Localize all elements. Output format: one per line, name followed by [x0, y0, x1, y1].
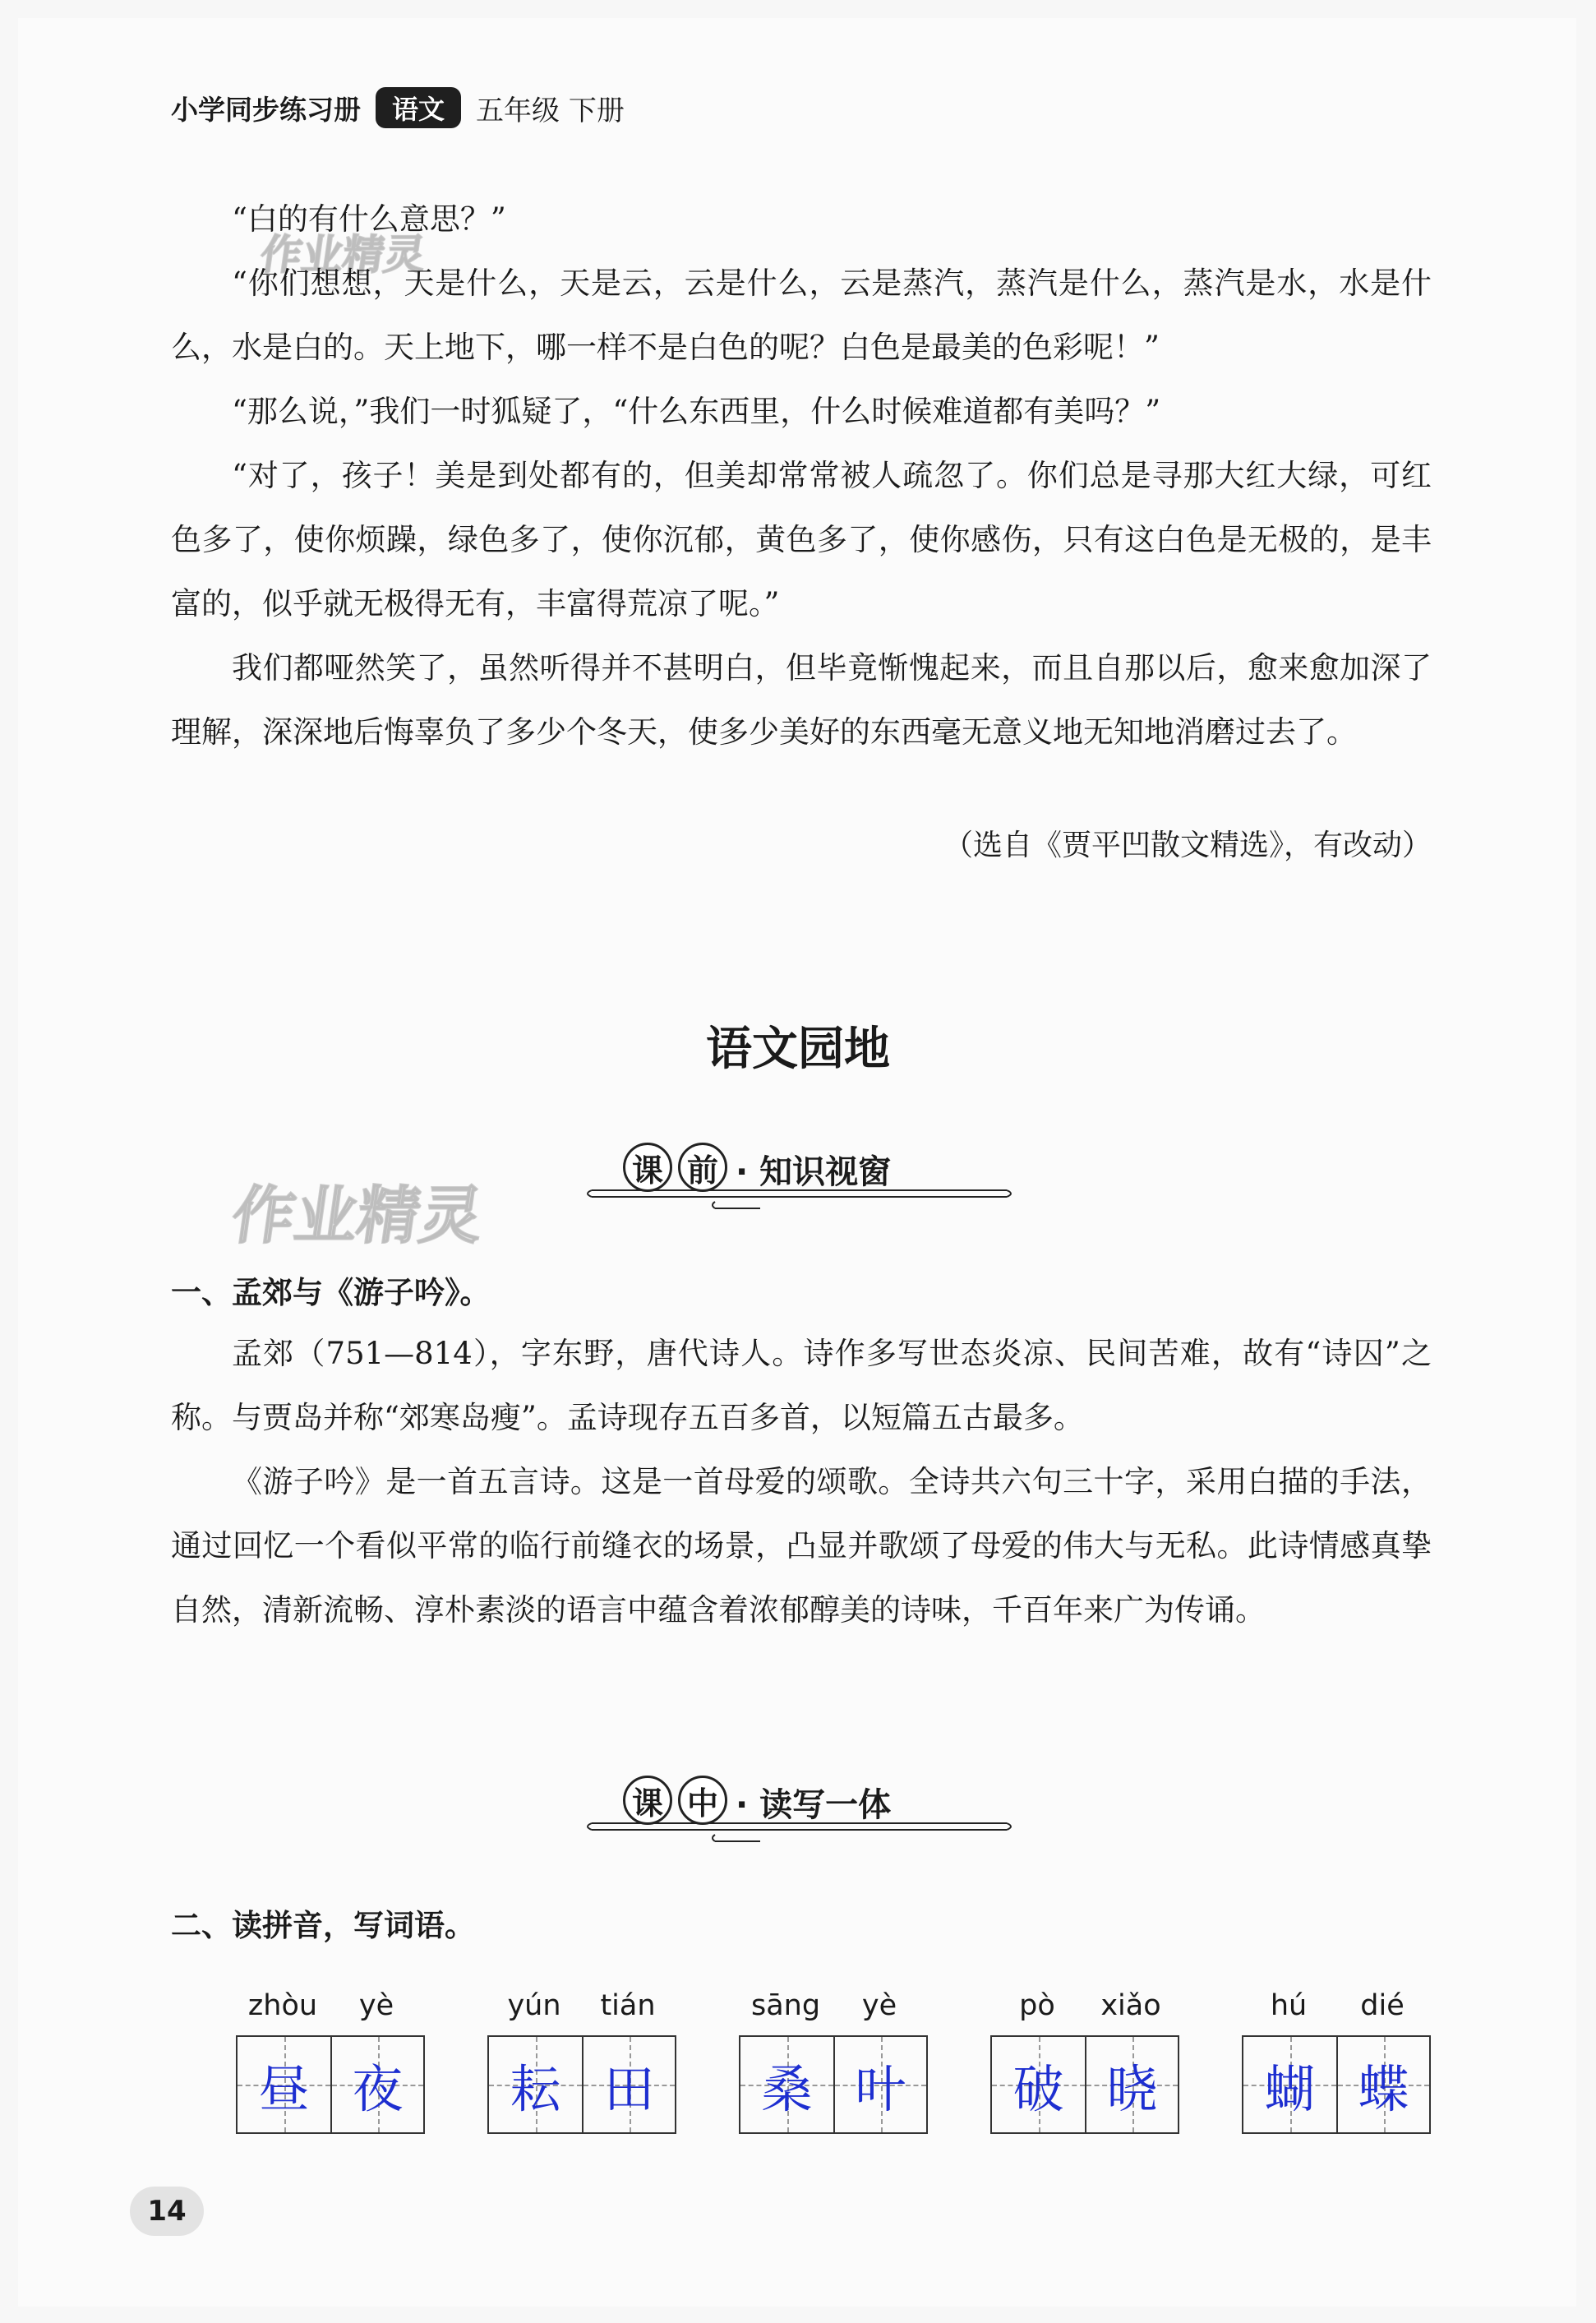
banner-circle-1: 课 [623, 1776, 672, 1825]
subject-badge: 语文 [376, 87, 461, 128]
series-title: 小学同步练习册 [171, 93, 361, 126]
answer-char: 昼 [258, 2058, 310, 2119]
pinyin-label: yún [507, 1989, 561, 2022]
grade-label: 五年级 下册 [476, 94, 625, 127]
answer-char: 蝴 [1264, 2058, 1316, 2119]
answer-char: 田 [603, 2058, 655, 2119]
passage [171, 187, 1432, 764]
banner-label: · 读写一体 [736, 1786, 892, 1824]
pinyin-label: xiǎo [1100, 1989, 1161, 2022]
tianzige-box [739, 2035, 928, 2134]
part2-heading: 二、读拼音，写词语。 [171, 1908, 475, 1943]
part1-paragraph: 《游子吟》是一首五言诗。这是一首母爱的颂歌。全诗共六句三十字，采用白描的手法，通过回忆一个看似平常的临行前缝衣的场景，凸显并歌颂了母爱的伟大与无私。此诗情感真挚自然，清新流畅、淳朴素淡的语言中蕴含着浓郁醇美的诗味，千百年来广为传诵。 [171, 1464, 1432, 1628]
pinyin-label: hú [1270, 1989, 1308, 2022]
pinyin-label: sāng [750, 1989, 821, 2022]
passage-paragraph: “你们想想，天是什么，天是云，云是什么，云是蒸汽，蒸汽是什么，蒸汽是水，水是什么，水是白的。天上地下，哪一样不是白色的呢？白色是最美的色彩呢！” [171, 266, 1432, 365]
passage-paragraph: “白的有什么意思？” [232, 201, 506, 237]
pinyin-label: zhòu [247, 1989, 318, 2022]
banner-circle-2: 中 [678, 1776, 727, 1825]
answer-char: 蝶 [1358, 2058, 1409, 2119]
pinyin-label: yè [358, 1989, 394, 2022]
answer-char: 桑 [761, 2058, 813, 2119]
banner-in-class [575, 1776, 1036, 1850]
section-title: 语文园地 [706, 1023, 890, 1076]
page-header [171, 87, 625, 128]
part1-heading: 一、孟郊与《游子吟》。 [171, 1275, 491, 1310]
passage-paragraph: “那么说，”我们一时狐疑了，“什么东西里，什么时候难道都有美吗？” [232, 394, 1161, 429]
tianzige-box [990, 2035, 1179, 2134]
pinyin-label: yè [861, 1989, 897, 2022]
part1-paragraph: 孟郊（751—814），字东野，唐代诗人。诗作多写世态炎凉、民间苦难，故有“诗囚”之称。与贾岛并称“郊寒岛瘦”。孟诗现存五百多首，以短篇五古最多。 [171, 1336, 1432, 1435]
tianzige-box [236, 2035, 425, 2134]
answer-char: 破 [1012, 2058, 1064, 2119]
pinyin-label: pò [1019, 1989, 1055, 2022]
tianzige-box [1242, 2035, 1431, 2134]
answer-char: 叶 [855, 2058, 906, 2119]
answer-char: 耘 [510, 2058, 561, 2119]
banner-before-class [575, 1143, 1036, 1217]
watermark-large: 作业精灵 [227, 1179, 488, 1252]
banner-circle-2: 前 [678, 1143, 727, 1192]
answer-char: 夜 [352, 2058, 404, 2119]
source-citation: （选自《贾平凹散文精选》，有改动） [943, 829, 1432, 862]
passage-paragraph: “对了，孩子！美是到处都有的，但美却常常被人疏忽了。你们总是寻那大红大绿，可红色多了，使你烦躁，绿色多了，使你沉郁，黄色多了，使你感伤，只有这白色是无极的，是丰富的，似乎就无极得无有，丰富得荒凉了呢。” [171, 458, 1432, 621]
page-number: 14 [130, 2187, 204, 2236]
banner-label: · 知识视窗 [736, 1153, 892, 1191]
banner-circle-1: 课 [623, 1143, 672, 1192]
watermark-small: 作业精灵 [257, 231, 429, 279]
part1-body [171, 1322, 1432, 1642]
pinyin-label: dié [1360, 1989, 1405, 2022]
passage-paragraph: 我们都哑然笑了，虽然听得并不甚明白，但毕竟惭愧起来，而且自那以后，愈来愈加深了理解，深深地后悔辜负了多少个冬天，使多少美好的东西毫无意义地无知地消磨过去了。 [171, 650, 1432, 750]
pinyin-label: tián [600, 1989, 656, 2022]
tianzige-box [487, 2035, 676, 2134]
answer-char: 晓 [1106, 2058, 1158, 2119]
